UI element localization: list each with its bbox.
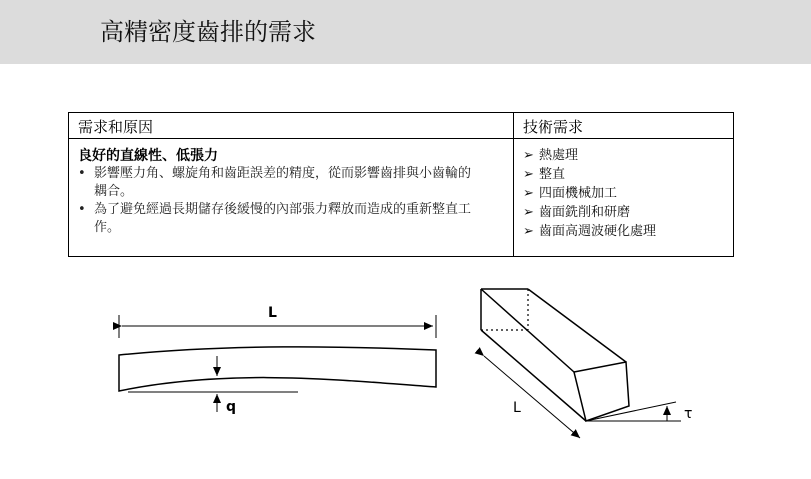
requirements-cell	[69, 139, 514, 257]
arrow-bullet-icon: ➢	[523, 167, 534, 182]
technical-requirements-cell	[514, 139, 734, 257]
arrow-bullet-icon: ➢	[523, 205, 534, 220]
tech-item	[523, 184, 733, 203]
bar-end-face	[574, 362, 629, 421]
tech-item-text: 四面機械加工	[539, 186, 618, 201]
tech-item	[523, 203, 733, 222]
bent-rack-figure	[119, 305, 436, 415]
tech-item-text: 熱處理	[539, 148, 579, 163]
reason-bullet	[78, 165, 513, 201]
reason-bullet	[78, 201, 513, 237]
twist-length-dimension-arrow	[484, 356, 580, 438]
title-bar	[0, 0, 811, 64]
tech-item	[523, 222, 733, 241]
deflection-label: q	[226, 399, 237, 415]
header-requirements-reasons: 需求和原因	[69, 113, 514, 139]
rack-deformation-figures	[0, 270, 811, 450]
bent-bar-shape	[119, 347, 436, 391]
tech-item-text: 齒面高週波硬化處理	[539, 224, 657, 239]
bullet-dot-icon: •	[78, 202, 86, 217]
arrow-bullet-icon: ➢	[523, 186, 534, 201]
header-technical-requirements: 技術需求	[514, 113, 734, 139]
requirements-table	[68, 112, 734, 257]
twisted-rack-figure	[481, 289, 692, 438]
table-header-row	[69, 113, 734, 139]
arrow-bullet-icon: ➢	[523, 224, 534, 239]
bullet-dot-icon: •	[78, 166, 86, 181]
tech-item	[523, 146, 733, 165]
reason-text: 影響壓力角、螺旋角和齒距誤差的精度，從而影響齒排與小齒輪的耦合。	[94, 166, 472, 199]
length-label: L	[268, 305, 277, 321]
reason-text: 為了避免經過長期儲存後緩慢的內部張力釋放而造成的重新整直工作。	[94, 202, 472, 235]
tech-item	[523, 165, 733, 184]
tech-item-text: 整直	[539, 167, 566, 182]
tech-item-text: 齒面銑削和研磨	[539, 205, 631, 220]
requirement-subheading: 良好的直線性、低張力	[78, 148, 218, 164]
arrow-bullet-icon: ➢	[523, 148, 534, 163]
slide-title: 高精密度齒排的需求	[100, 18, 316, 46]
table-body-row	[69, 139, 734, 257]
twist-angle-label: τ	[684, 406, 693, 422]
twist-length-label: L	[513, 400, 521, 416]
